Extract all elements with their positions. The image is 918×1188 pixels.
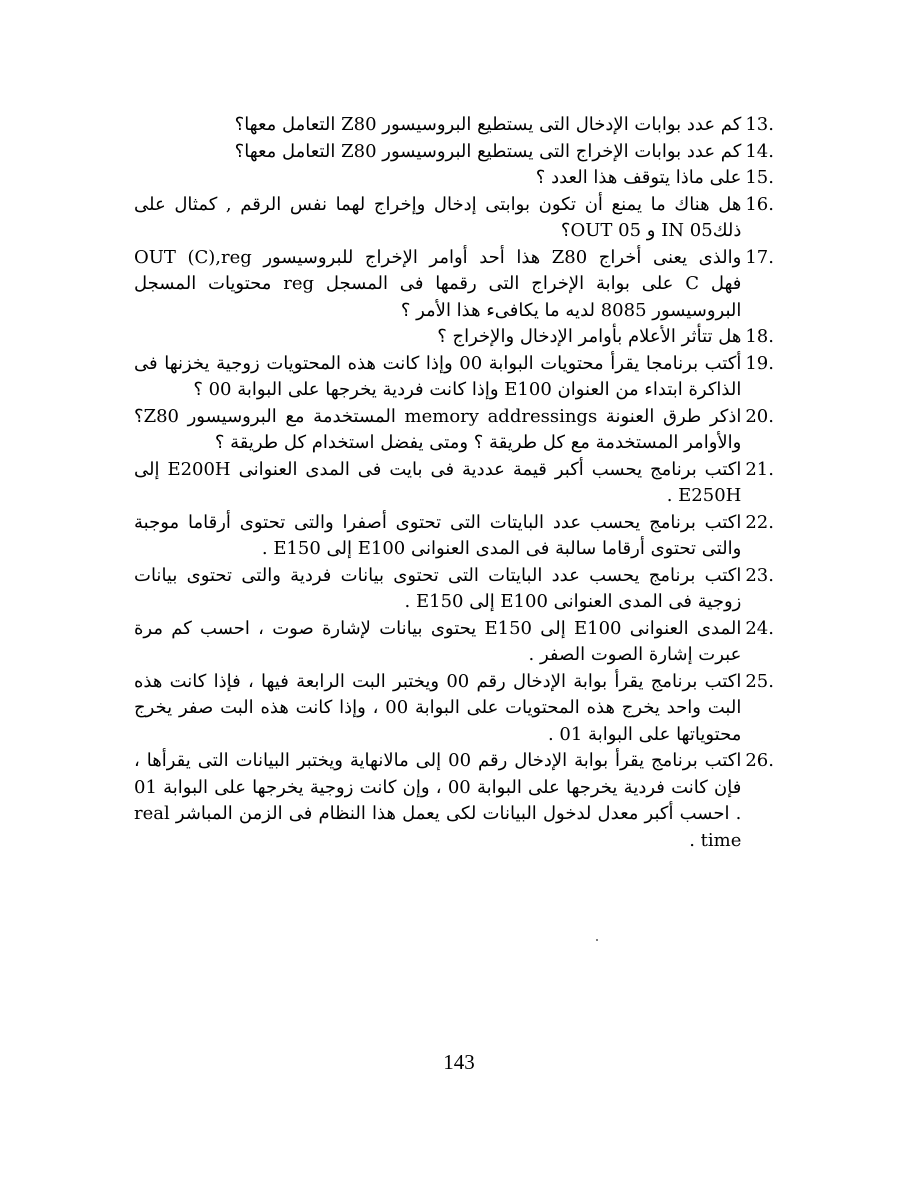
question-item-23 — [134, 563, 774, 616]
question-text: على ماذا يتوقف هذا العدد ؟ — [535, 167, 742, 188]
scan-speck — [596, 939, 598, 941]
question-text: اكتب برنامج يحسب عدد البايتات التى تحتوى أصفرا والتى تحتوى أرقاما موجبة والتى تحتوى أرقاما سالبة فى المدى العنوانى E100 إلى E150 . — [134, 511, 742, 559]
question-text: المدى العنوانى E100 إلى E150 يحتوى بيانات لإشارة صوت ، احسب كم مرة عبرت إشارة الصوت الصفر . — [134, 617, 742, 665]
question-number: 13. — [745, 114, 774, 135]
question-item-17 — [134, 245, 774, 325]
question-item-13 — [134, 112, 774, 139]
question-item-20 — [134, 404, 774, 457]
question-number: 15. — [745, 167, 774, 188]
question-text: اكتب برنامج يقرأ بوابة الإدخال رقم 00 ويختبر البت الرابعة فيها ، فإذا كانت هذه البت واحد يخرج هذه المحتويات على البوابة 00 ، وإذا كانت هذه البت صفر يخرج محتوياتها على البوابة 01 . — [134, 670, 742, 745]
question-text: هل تتأثر الأعلام بأوامر الإدخال والإخراج ؟ — [437, 326, 742, 347]
question-item-22 — [134, 510, 774, 563]
question-item-18 — [134, 324, 774, 351]
question-item-24 — [134, 616, 774, 669]
question-number: 24. — [745, 617, 774, 639]
question-text: هل هناك ما يمنع أن تكون بوابتى إدخال وإخراج لهما نفس الرقم , كمثال على ذلكIN 05 و OUT 05؟ — [134, 193, 742, 241]
question-item-25 — [134, 669, 774, 749]
question-number: 14. — [745, 140, 774, 162]
question-item-26 — [134, 748, 774, 854]
question-text: اكتب برنامج يحسب أكبر قيمة عددية فى بايت فى المدى العنوانى E200H إلى E250H . — [134, 458, 742, 506]
question-list — [134, 112, 774, 854]
question-item-16 — [134, 192, 774, 245]
question-number: 19. — [745, 352, 774, 374]
question-number: 26. — [745, 750, 774, 771]
question-number: 16. — [745, 193, 774, 215]
question-text: اذكر طرق العنونة memory addressings المستخدمة مع البروسيسور Z80؟ والأوامر المستخدمة مع كل طريقة ؟ ومتى يفضل استخدام كل طريقة ؟ — [134, 405, 742, 453]
question-text: اكتب برنامج يحسب عدد البايتات التى تحتوى بيانات فردية والتى تحتوى بيانات زوجية فى المدى العنوانى E100 إلى E150 . — [134, 564, 742, 612]
question-number: 21. — [745, 458, 774, 480]
page-number: 143 — [443, 1050, 475, 1074]
question-text: كم عدد بوابات الإدخال التى يستطيع البروسيسور Z80 التعامل معها؟ — [234, 114, 742, 135]
question-number: 18. — [745, 326, 774, 347]
question-number: 23. — [745, 564, 774, 586]
question-text: اكتب برنامج يقرأ بوابة الإدخال رقم 00 إلى مالانهاية ويختبر البيانات التى يقرأها ، فإن كانت فردية يخرجها على البوابة 00 ، وإن كانت زوجية يخرجها على البوابة 01 . احسب أكبر معدل لدخول البيانات لكى يعمل هذا النظام فى الزمن المباشر real time . — [134, 750, 742, 851]
question-item-15 — [134, 165, 774, 192]
question-item-19 — [134, 351, 774, 404]
question-number: 17. — [745, 246, 774, 268]
question-item-21 — [134, 457, 774, 510]
question-number: 22. — [745, 511, 774, 533]
question-number: 20. — [745, 405, 774, 427]
question-text: OUT (C),reg هذا أحد أوامر الإخراج للبروسيسور Z80 والذى يعنى أخراج محتويات المسجل reg على بوابة الإخراج التى رقمها فى المسجل C فهل البروسيسور 8085 لديه ما يكافىء هذا الأمر ؟ — [134, 246, 742, 321]
question-number: 25. — [745, 670, 774, 692]
question-text: كم عدد بوابات الإخراج التى يستطيع البروسيسور Z80 التعامل معها؟ — [234, 140, 742, 162]
question-text: أكتب برنامجا يقرأ محتويات البوابة 00 وإذا كانت هذه المحتويات زوجية يخزنها فى الذاكرة ابتداء من العنوان E100 وإذا كانت فردية يخرجها على البوابة 00 ؟ — [134, 352, 742, 400]
question-item-14 — [134, 139, 774, 166]
